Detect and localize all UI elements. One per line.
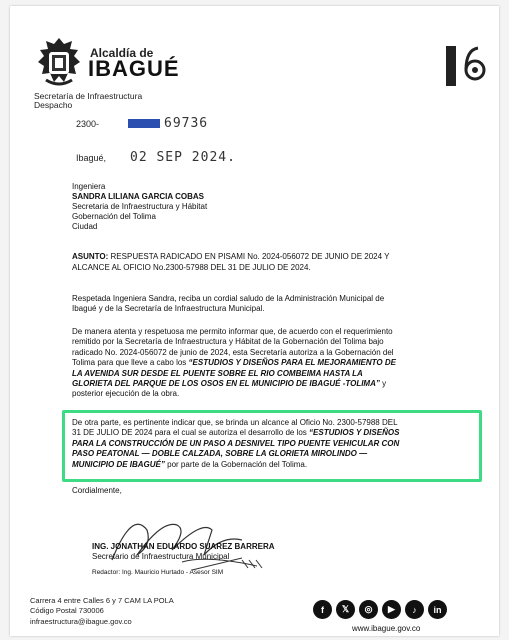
youtube-icon[interactable]: ▶ [382,600,401,619]
number-stamp-digits: 69736 [164,116,209,131]
linkedin-icon[interactable]: in [428,600,447,619]
footer-postal: Código Postal 730006 [30,606,104,615]
p2-line-2 [72,428,468,438]
p1-line-4-pre: Tolima para que lleve a cabo los [72,358,189,368]
p1-line-4 [72,358,468,368]
tiktok-icon[interactable]: ♪ [405,600,424,619]
recipient-title: Ingeniera [72,182,106,191]
alcaldia-label: Alcaldía de [90,46,154,60]
musical-city-badge-icon [460,40,486,90]
subject-text-2: ALCANCE AL OFICIO No.2300-57988 DEL 31 DE JULIO DE 2024. [72,263,311,272]
footer-email[interactable]: infraestructura@ibague.gov.co [30,617,132,626]
greeting-paragraph [72,294,468,315]
p1-line-6 [72,379,468,389]
p2-line-2-pre: 31 DE JULIO DE 2024 para el cual se autoriza el desarrollo de los [72,428,310,438]
recipient-position: Secretaria de Infraestructura y Hábitat [72,202,208,211]
dependency-office: Despacho [34,100,73,110]
footer-website[interactable]: www.ibague.gov.co [352,624,421,633]
p2-line-1: De otra parte, es pertinente indicar que, se brinda un alcance al Oficio No. 2300-57988 DEL [72,418,398,427]
social-links [313,600,447,619]
facebook-icon[interactable]: f [313,600,332,619]
drafter-note: Redactor: Ing. Mauricio Hurtado - Asesor SIM [92,569,224,576]
instagram-icon[interactable]: ◎ [359,600,378,619]
recipient-entity: Gobernación del Tolima [72,212,156,221]
p1-line-4-bold: “ESTUDIOS Y DISEÑOS PARA EL MEJORAMIENTO DE [188,358,396,368]
city-date-label: Ibagué, [76,153,107,163]
number-stamp [128,116,208,131]
p1-line-5 [72,369,468,379]
p1-line-7: posterior ejecución de la obra. [72,389,180,399]
scope-paragraph [72,418,468,470]
city-name: IBAGUÉ [88,56,180,81]
p1-line-3: radicado No. 2024-056072 de junio de 2024, esta Secretaría autoriza a la Gobernación del [72,347,394,357]
x-icon[interactable]: 𝕏 [336,600,355,619]
greeting-line-2: Ibagué y de la Secretaría de Infraestructura Municipal. [72,304,265,314]
p2-line-4 [72,449,468,459]
p2-line-3-bold: PARA LA CONSTRUCCIÓN DE UN PASO A DESNIVEL TIPO PUENTE VEHICULAR CON [72,438,400,448]
p2-line-3 [72,439,468,449]
coat-of-arms-icon [34,36,84,90]
handwritten-signature [92,500,272,580]
p2-line-5 [72,460,468,470]
p2-line-2-bold: “ESTUDIOS Y DISEÑOS [309,428,400,438]
p2-line-4-bold: PASO PEATONAL — DOBLE CALZADA, SOBRE LA GLORIETA MIROLINDO — [72,449,368,459]
dependency-name: Secretaría de Infraestructura [34,91,143,101]
p1-line-5-bold: LA AVENIDA SUR DESDE EL PUENTE SOBRE EL RIO COMBEIMA HASTA LA [72,368,363,378]
greeting-line-1: Respetada Ingeniera Sandra, reciba un cordial saludo de la Administración Municipal de [72,294,385,303]
subject-line-1 [72,252,389,261]
signer-name: ING. JONATHAN EDUARDO SUAREZ BARRERA [92,542,275,551]
redaction-mark [128,119,160,128]
vertical-ribbon [446,46,456,86]
subject-text-1: RESPUESTA RADICADO EN PISAMI No. 2024-056072 DE JUNIO DE 2024 Y [110,252,390,261]
recipient-city: Ciudad [72,222,98,231]
signer-position: Secretario de Infraestructura Municipal [92,552,230,561]
authorization-paragraph [72,327,468,400]
p1-line-6-bold: GLORIETA DEL PARQUE DE LOS OSOS EN EL MUNICIPIO DE IBAGUÉ -TOLIMA” [72,379,380,389]
p2-line-5-bold: MUNICIPIO DE IBAGUÉ” [72,459,165,469]
p2-line-5-post: por parte de la Gobernación del Tolima. [164,459,308,469]
recipient-name: SANDRA LILIANA GARCIA COBAS [72,192,204,201]
p1-line-1: De manera atenta y respetuosa me permito informar que, de acuerdo con el requerimiento [72,327,393,336]
letter-page [10,6,499,636]
subject-label: ASUNTO: [72,252,109,261]
date-stamp: 02 SEP 2024. [130,150,236,165]
valediction: Cordialmente, [72,486,122,495]
p1-line-6-post: y [379,379,387,389]
footer-address: Carrera 4 entre Calles 6 y 7 CAM LA POLA [30,596,174,605]
p1-line-2: remitido por la Secretaría de Infraestructura y Hábitat de la Gobernación del Tolima bajo [72,337,384,347]
number-prefix: 2300- [76,119,100,129]
